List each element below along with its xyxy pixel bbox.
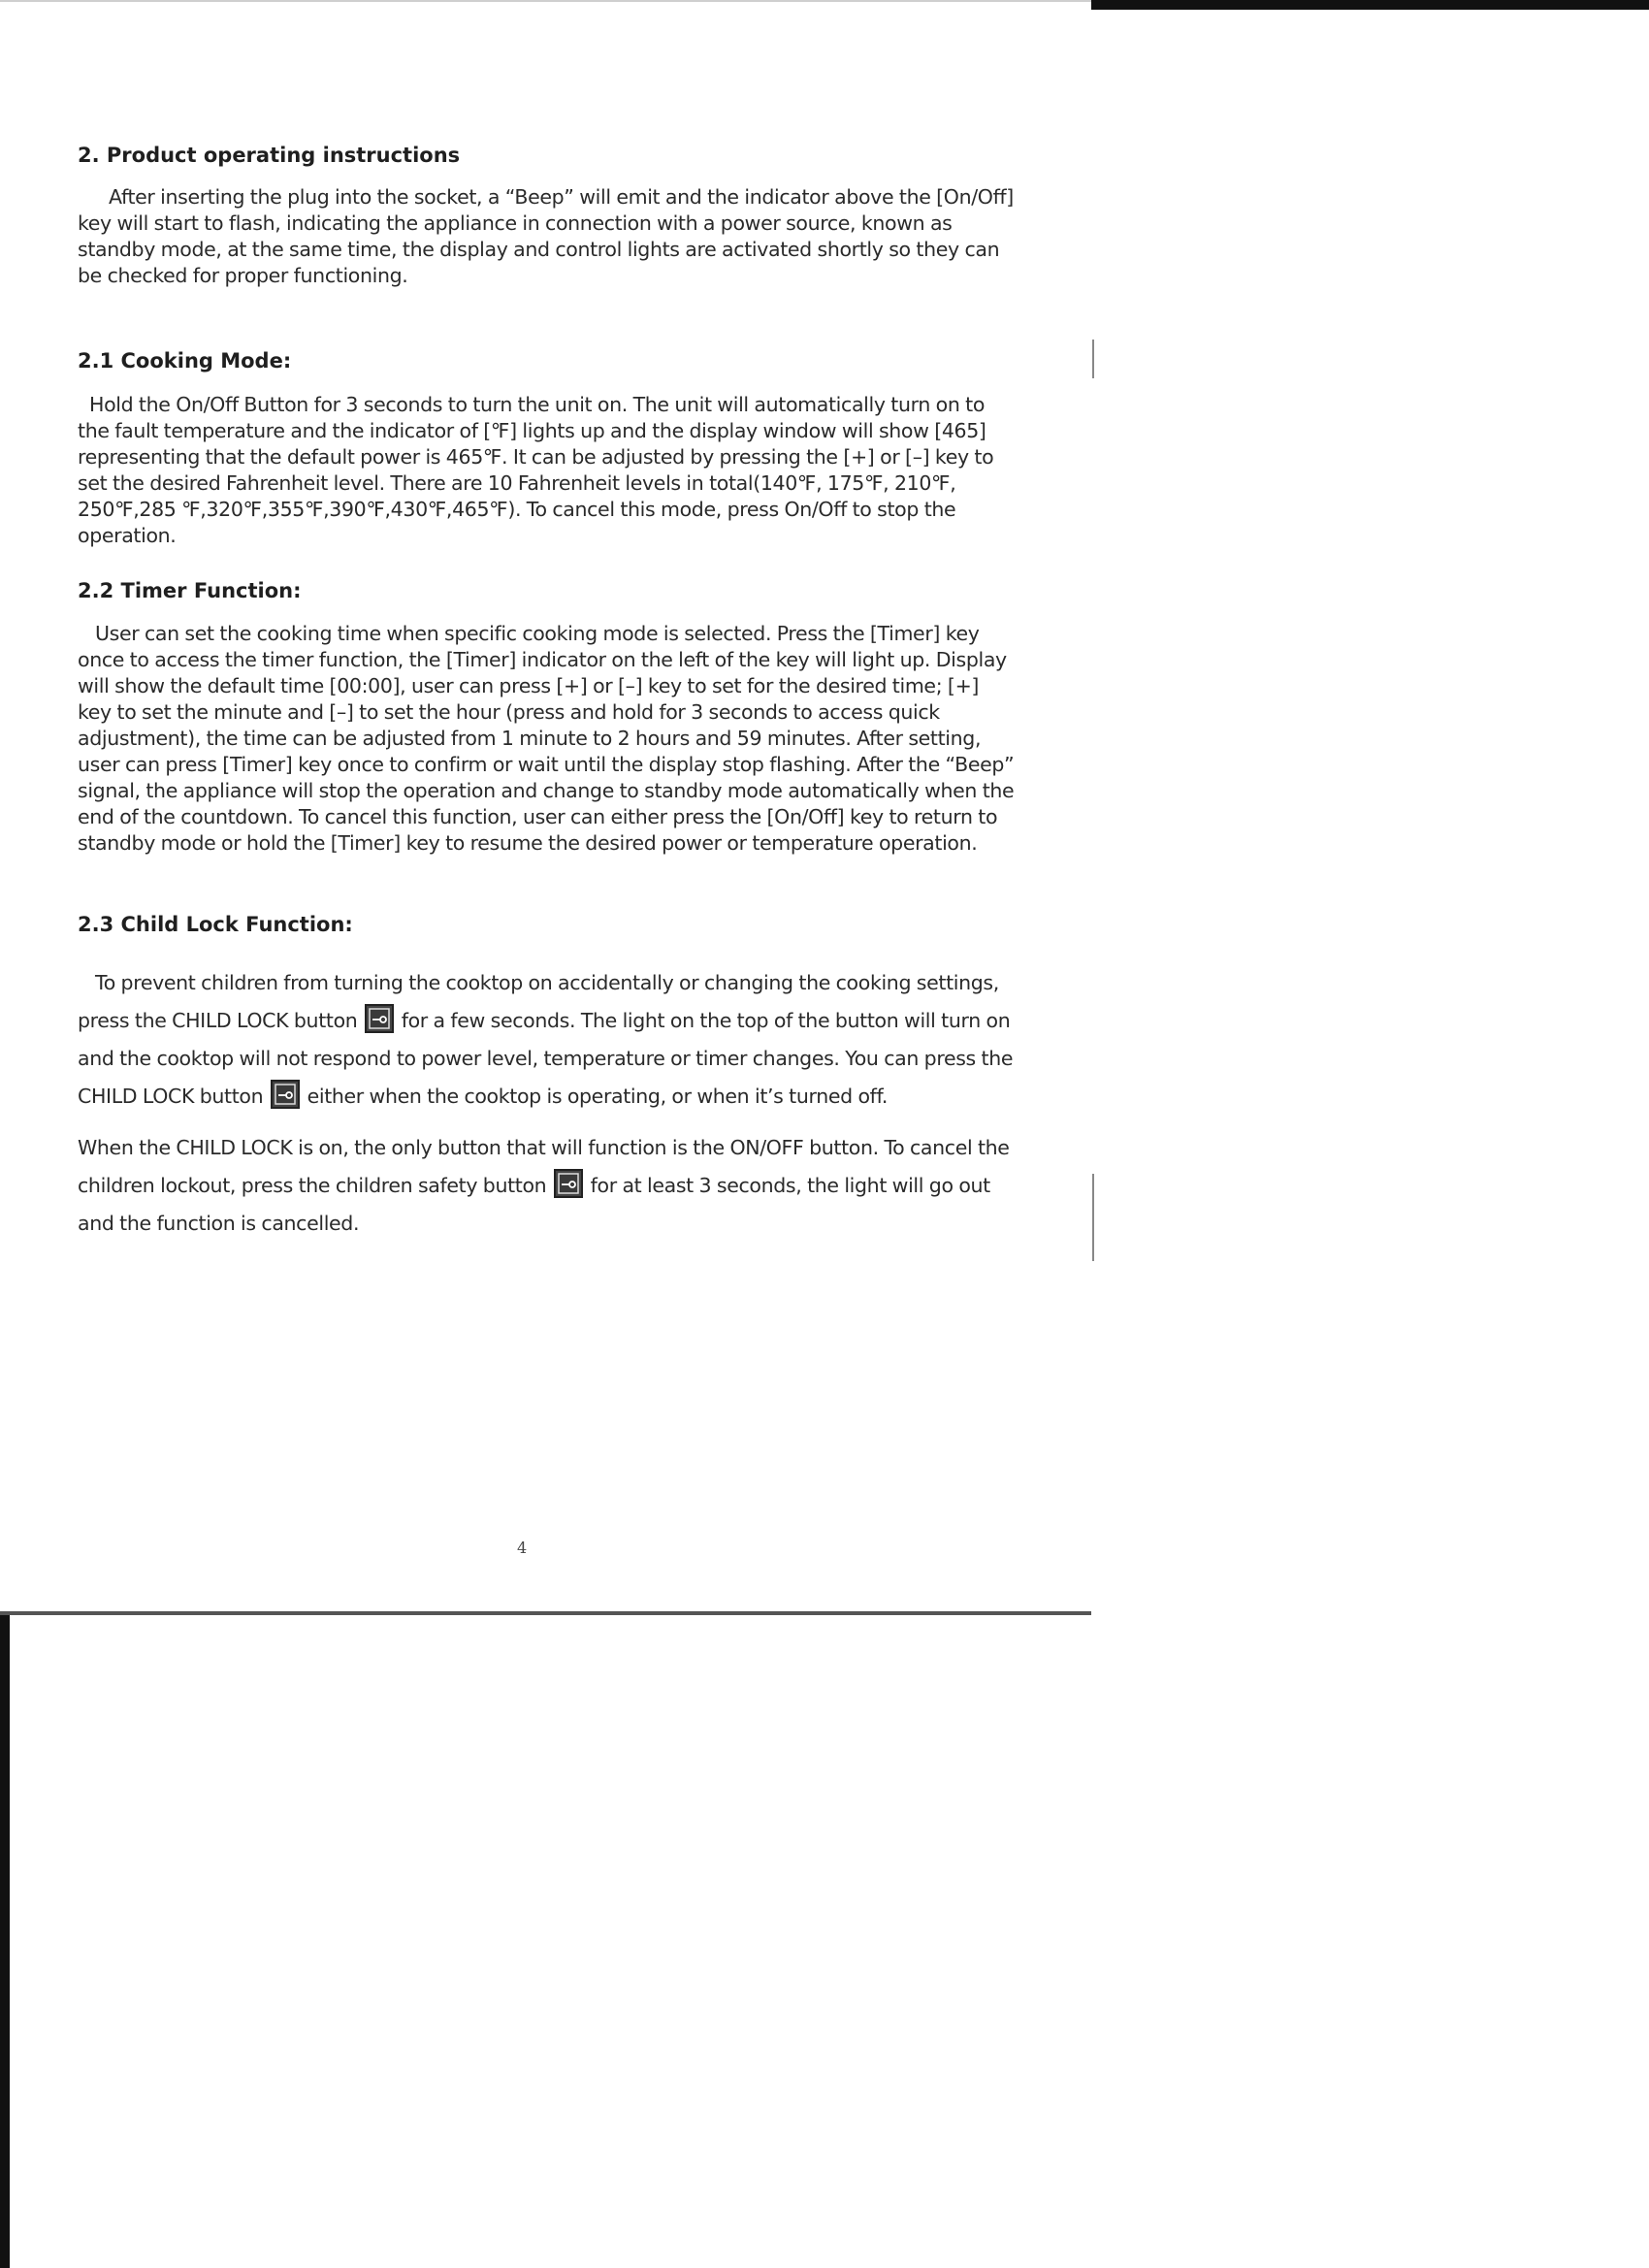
section-body: After inserting the plug into the socket, a “Beep” will emit and the indicator above the [On/Off] key will start to flash, indicating the appliance in connection with a power source, known as standby mode, at the same time, the display and control lights are activated shortly so they can be checked for proper functioning. — [78, 185, 1014, 287]
section-body: User can set the cooking time when specific cooking mode is selected. Press the [Timer] key once to access the timer function, the [Timer] indicator on the left of the key will light up. Display will show the default time [00:00], user can press [+] or [–] key to set for the desired time; [+] key to set the minute and [–] to set the hour (press and hold for 3 seconds to access quick adjustment), the time can be adjusted from 1 minute to 2 hours and 59 minutes. After setting, user can press [Timer] key once to confirm or wait until the display stop flashing. After the “Beep” signal, the appliance will stop the operation and change to standby mode automatically when the end of the countdown. To cancel this function, user can either press the [On/Off] key to return to standby mode or hold the [Timer] key to resume the desired power or temperature operation. — [78, 622, 1015, 855]
scan-edge-bar — [1091, 0, 1649, 10]
section-heading: 2.3 Child Lock Function: — [78, 913, 353, 936]
child-lock-paragraph — [78, 1129, 1017, 1243]
section-heading: 2.2 Timer Function: — [78, 579, 302, 602]
scan-edge-mark — [1092, 1174, 1094, 1261]
key-lock-icon — [365, 1004, 394, 1033]
paragraph-text: for at least 3 seconds, the light will go out and the function is cancelled. — [78, 1174, 990, 1235]
section-heading: 2. Product operating instructions — [78, 144, 461, 167]
page-bottom-edge — [0, 1611, 1091, 1615]
section-body: Hold the On/Off Button for 3 seconds to turn the unit on. The unit will automatically turn on to the fault temperature and the indicator of [℉] lights up and the display window will show [465] representing that the default power is 465℉. It can be adjusted by pressing the [+] or [–] key to set the desired Fahrenheit level. There are 10 Fahrenheit levels in total(140℉, 175℉, 210℉, 250℉,285 ℉,320℉,355℉,390℉,430℉,465℉). To cancel this mode, press On/Off to stop the operation. — [78, 393, 994, 547]
scan-edge-mark — [1092, 340, 1094, 378]
key-lock-icon — [554, 1169, 583, 1198]
section-heading: 2.1 Cooking Mode: — [78, 349, 292, 373]
paragraph-text: for a few seconds. The light on the top of the button will turn on and the cooktop will not respond to power level, temperature or timer changes. You can press the CHILD LOCK button — [78, 1009, 1014, 1108]
paragraph-text: To prevent children from turning the cooktop on accidentally or changing the cooking settings, press the CHILD LOCK button — [78, 971, 999, 1032]
key-lock-icon — [271, 1080, 300, 1109]
page-number: 4 — [517, 1539, 528, 1557]
paragraph-text: When the CHILD LOCK is on, the only button that will function is the ON/OFF button. To cancel the children lockout, press the children safety button — [78, 1136, 1010, 1197]
paragraph-text: either when the cooktop is operating, or when it’s turned off. — [307, 1085, 889, 1108]
scan-edge-left — [0, 1615, 10, 2268]
child-lock-paragraph — [78, 964, 1017, 1116]
manual-page — [0, 0, 1091, 1611]
